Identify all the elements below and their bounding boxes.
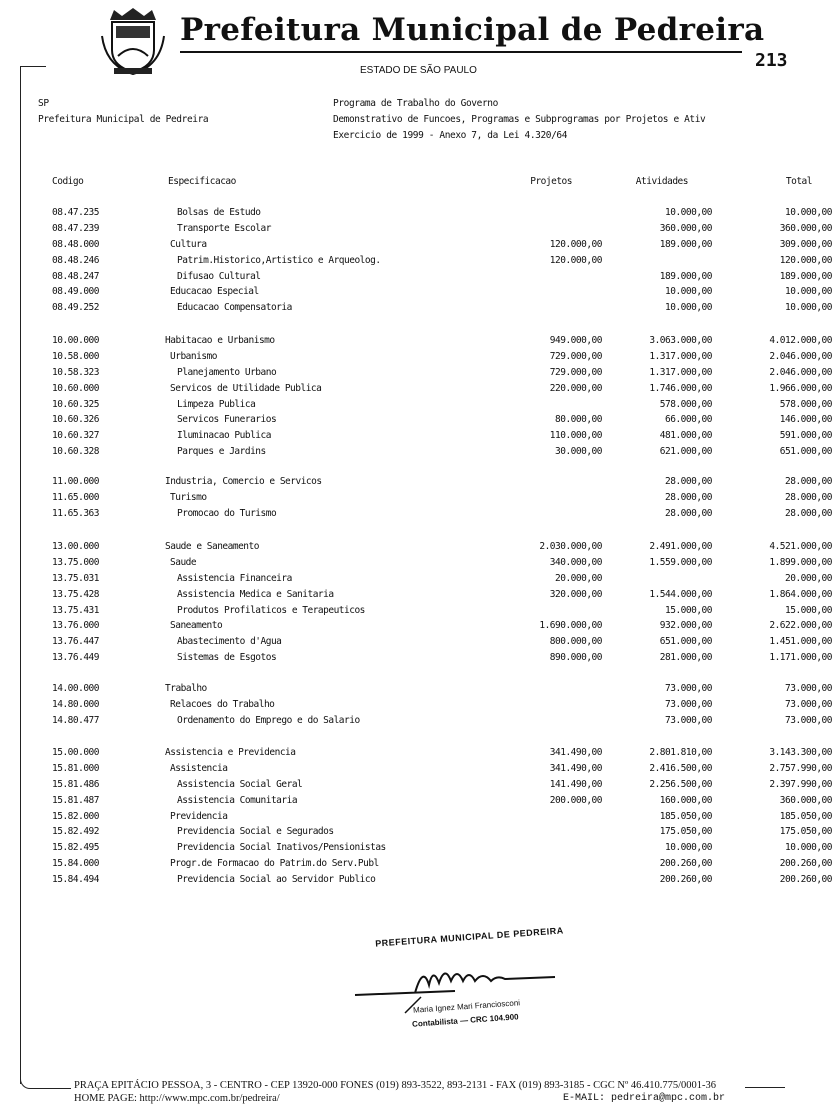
header-projetos: Projetos	[530, 176, 572, 187]
row-projetos: 890.000,00	[549, 652, 602, 664]
table-row	[0, 270, 832, 287]
row-spec: Difusao Cultural	[177, 270, 261, 282]
row-code: 13.76.447	[52, 636, 99, 648]
table-row	[0, 254, 832, 271]
row-atividades: 73.000,00	[665, 714, 712, 726]
row-spec: Bolsas de Estudo	[177, 207, 261, 218]
row-atividades: 185.050,00	[659, 810, 712, 822]
row-atividades: 360.000,00	[659, 222, 712, 234]
row-code: 08.49.252	[52, 302, 99, 314]
row-total: 3.143.300,00	[769, 747, 832, 758]
table-row	[0, 636, 832, 652]
row-atividades: 200.260,00	[659, 858, 712, 870]
row-total: 2.397.990,00	[769, 778, 832, 790]
row-spec: Habitacao e Urbanismo	[165, 335, 275, 346]
row-code: 15.82.000	[52, 810, 99, 822]
row-code: 10.60.328	[52, 446, 99, 458]
row-spec: Previdencia	[170, 810, 228, 822]
table-row	[0, 398, 832, 415]
row-total: 28.000,00	[785, 491, 832, 503]
row-total: 309.000,00	[779, 238, 832, 250]
row-spec: Servicos de Utilidade Publica	[170, 382, 322, 394]
header-atividades: Atividades	[635, 176, 688, 187]
row-spec: Previdencia Social Inativos/Pensionistas	[177, 842, 386, 854]
signature-stamp: PREFEITURA MUNICIPAL DE PEDREIRA	[374, 925, 564, 949]
table-row	[0, 491, 832, 508]
row-spec: Assistencia Comunitaria	[177, 794, 298, 806]
table-row	[0, 842, 832, 858]
row-total: 2.757.990,00	[769, 762, 832, 774]
state-abbr: SP	[38, 98, 49, 109]
row-atividades: 10.000,00	[665, 302, 712, 314]
row-atividades: 189.000,00	[659, 238, 712, 250]
row-atividades: 932.000,00	[659, 620, 712, 632]
row-atividades: 66.000,00	[665, 414, 712, 426]
row-atividades: 189.000,00	[659, 270, 712, 282]
row-code: 14.80.477	[52, 714, 99, 726]
row-spec: Previdencia Social ao Servidor Publico	[177, 874, 376, 886]
row-total: 591.000,00	[779, 430, 832, 442]
row-atividades: 2.416.500,00	[649, 762, 712, 774]
row-atividades: 200.260,00	[659, 874, 712, 886]
table-row	[0, 794, 832, 811]
row-projetos: 320.000,00	[549, 588, 602, 600]
row-atividades: 621.000,00	[659, 446, 712, 458]
row-code: 13.75.031	[52, 572, 99, 584]
row-code: 15.81.000	[52, 762, 99, 774]
table-row	[0, 446, 832, 462]
row-code: 15.82.492	[52, 826, 99, 838]
row-projetos: 949.000,00	[549, 335, 602, 346]
row-code: 08.48.246	[52, 254, 99, 266]
row-total: 10.000,00	[785, 286, 832, 298]
table-row	[0, 683, 832, 699]
row-group	[0, 683, 832, 731]
row-atividades: 175.050,00	[659, 826, 712, 838]
row-total: 578.000,00	[779, 398, 832, 410]
row-total: 1.171.000,00	[769, 652, 832, 664]
row-atividades: 1.746.000,00	[649, 382, 712, 394]
row-total: 73.000,00	[785, 714, 832, 726]
table-row	[0, 714, 832, 731]
row-spec: Assistencia	[170, 762, 228, 774]
row-code: 14.00.000	[52, 683, 99, 694]
row-atividades: 481.000,00	[659, 430, 712, 442]
row-atividades: 160.000,00	[659, 794, 712, 806]
table-row	[0, 556, 832, 573]
row-projetos: 220.000,00	[549, 382, 602, 394]
table-row	[0, 207, 832, 223]
coat-of-arms-logo	[100, 6, 166, 76]
row-spec: Relacoes do Trabalho	[170, 698, 275, 710]
row-total: 20.000,00	[785, 572, 832, 584]
row-atividades: 28.000,00	[665, 476, 712, 487]
row-group	[0, 541, 832, 668]
row-spec: Cultura	[170, 238, 207, 250]
row-projetos: 20.000,00	[555, 572, 602, 584]
row-total: 4.521.000,00	[769, 541, 832, 552]
row-atividades: 1.317.000,00	[649, 366, 712, 378]
row-atividades: 578.000,00	[659, 398, 712, 410]
row-spec: Patrim.Historico,Artistico e Arqueolog.	[177, 254, 381, 266]
row-projetos: 340.000,00	[549, 556, 602, 568]
row-total: 28.000,00	[785, 507, 832, 519]
row-code: 13.75.000	[52, 556, 99, 568]
row-code: 15.84.494	[52, 874, 99, 886]
row-projetos: 30.000,00	[555, 446, 602, 458]
row-spec: Saneamento	[170, 620, 223, 632]
row-spec: Promocao do Turismo	[177, 507, 277, 519]
row-spec: Transporte Escolar	[177, 222, 271, 234]
row-atividades: 73.000,00	[665, 683, 712, 694]
row-total: 200.260,00	[779, 858, 832, 870]
row-total: 200.260,00	[779, 874, 832, 886]
footer-email[interactable]: E-MAIL: pedreira@mpc.com.br	[563, 1093, 726, 1104]
row-spec: Limpeza Publica	[177, 398, 256, 410]
table-row	[0, 286, 832, 302]
table-row	[0, 588, 832, 605]
row-total: 4.012.000,00	[769, 335, 832, 346]
row-atividades: 651.000,00	[659, 636, 712, 648]
row-spec: Assistencia Medica e Sanitaria	[177, 588, 334, 600]
row-code: 10.60.326	[52, 414, 99, 426]
row-total: 120.000,00	[779, 254, 832, 266]
table-row	[0, 858, 832, 874]
header-spec: Especificacao	[168, 176, 236, 187]
row-atividades: 2.801.810,00	[649, 747, 712, 758]
report-title: Programa de Trabalho do Governo	[333, 98, 498, 109]
row-spec: Sistemas de Esgotos	[177, 652, 277, 664]
row-atividades: 73.000,00	[665, 698, 712, 710]
footer-address: PRAÇA EPITÁCIO PESSOA, 3 - CENTRO - CEP 13920-000 FONES (019) 893-3522, 893-2131 - FAX (019) 893-3185 - CGC Nº 46.410.775/0001-36	[74, 1080, 717, 1091]
row-atividades: 2.256.500,00	[649, 778, 712, 790]
row-total: 360.000,00	[779, 794, 832, 806]
row-code: 08.48.247	[52, 270, 99, 282]
row-spec: Previdencia Social e Segurados	[177, 826, 334, 838]
row-group	[0, 335, 832, 462]
row-total: 73.000,00	[785, 683, 832, 694]
row-total: 1.966.000,00	[769, 382, 832, 394]
row-total: 360.000,00	[779, 222, 832, 234]
row-spec: Assistencia Social Geral	[177, 778, 303, 790]
row-atividades: 2.491.000,00	[649, 541, 712, 552]
row-total: 1.864.000,00	[769, 588, 832, 600]
row-atividades: 28.000,00	[665, 491, 712, 503]
row-projetos: 1.690.000,00	[539, 620, 602, 632]
table-row	[0, 222, 832, 239]
report-exercise: Exercicio de 1999 - Anexo 7, da Lei 4.320/64	[333, 130, 568, 141]
table-row	[0, 778, 832, 795]
row-spec: Assistencia Financeira	[177, 572, 292, 584]
row-code: 11.65.000	[52, 491, 99, 503]
row-atividades: 1.559.000,00	[649, 556, 712, 568]
row-atividades: 10.000,00	[665, 286, 712, 298]
row-projetos: 200.000,00	[549, 794, 602, 806]
row-group	[0, 207, 832, 318]
letterhead-state: ESTADO DE SÃO PAULO	[360, 65, 477, 76]
row-total: 1.451.000,00	[769, 636, 832, 648]
row-total: 651.000,00	[779, 446, 832, 458]
signer-name: Maria Ignez Mari Franciosconi	[412, 998, 521, 1015]
row-total: 2.046.000,00	[769, 350, 832, 362]
row-projetos: 120.000,00	[549, 238, 602, 250]
row-total: 10.000,00	[785, 842, 832, 854]
table-row	[0, 430, 832, 446]
row-spec: Industria, Comercio e Servicos	[165, 476, 322, 487]
row-code: 08.47.235	[52, 207, 99, 218]
row-code: 10.60.325	[52, 398, 99, 410]
row-spec: Educacao Compensatoria	[177, 302, 292, 314]
row-code: 13.76.449	[52, 652, 99, 664]
row-code: 11.65.363	[52, 507, 99, 519]
row-code: 10.58.323	[52, 366, 99, 378]
table-row	[0, 747, 832, 763]
table-row	[0, 572, 832, 589]
row-code: 10.00.000	[52, 335, 99, 346]
row-projetos: 110.000,00	[549, 430, 602, 442]
row-atividades: 10.000,00	[665, 207, 712, 218]
table-row	[0, 414, 832, 430]
entity-name: Prefeitura Municipal de Pedreira	[38, 114, 209, 125]
row-code: 13.75.431	[52, 604, 99, 616]
row-spec: Turismo	[170, 491, 207, 503]
table-row	[0, 652, 832, 668]
row-code: 15.00.000	[52, 747, 99, 758]
row-spec: Trabalho	[165, 683, 207, 694]
row-code: 08.47.239	[52, 222, 99, 234]
row-spec: Abastecimento d'Agua	[177, 636, 282, 648]
table-row	[0, 604, 832, 621]
row-spec: Servicos Funerarios	[177, 414, 277, 426]
row-atividades: 3.063.000,00	[649, 335, 712, 346]
table-row	[0, 335, 832, 351]
table-row	[0, 620, 832, 636]
row-atividades: 15.000,00	[665, 604, 712, 616]
row-total: 15.000,00	[785, 604, 832, 616]
row-total: 189.000,00	[779, 270, 832, 282]
margin-rule-curve	[20, 1074, 71, 1089]
row-total: 185.050,00	[779, 810, 832, 822]
row-code: 14.80.000	[52, 698, 99, 710]
table-row	[0, 507, 832, 524]
row-total: 28.000,00	[785, 476, 832, 487]
table-header	[0, 176, 812, 190]
row-spec: Produtos Profilaticos e Terapeuticos	[177, 604, 365, 616]
row-group	[0, 476, 832, 524]
row-code: 08.49.000	[52, 286, 99, 298]
row-spec: Ordenamento do Emprego e do Salario	[177, 714, 360, 726]
row-group	[0, 747, 832, 890]
table-row	[0, 762, 832, 779]
margin-rule-top	[20, 66, 46, 67]
row-spec: Saude e Saneamento	[165, 541, 259, 552]
row-total: 2.622.000,00	[769, 620, 832, 632]
row-atividades: 1.317.000,00	[649, 350, 712, 362]
table-row	[0, 238, 832, 255]
row-spec: Planejamento Urbano	[177, 366, 277, 378]
row-projetos: 729.000,00	[549, 366, 602, 378]
row-projetos: 120.000,00	[549, 254, 602, 266]
row-code: 10.58.000	[52, 350, 99, 362]
row-code: 08.48.000	[52, 238, 99, 250]
table-row	[0, 810, 832, 827]
row-atividades: 28.000,00	[665, 507, 712, 519]
row-projetos: 341.490,00	[549, 762, 602, 774]
title-rule	[180, 51, 742, 53]
row-code: 13.75.428	[52, 588, 99, 600]
row-projetos: 341.490,00	[549, 747, 602, 758]
table-row	[0, 698, 832, 715]
row-spec: Iluminacao Publica	[177, 430, 271, 442]
letterhead-title: Prefeitura Municipal de Pedreira	[180, 12, 765, 48]
row-code: 10.60.327	[52, 430, 99, 442]
row-projetos: 141.490,00	[549, 778, 602, 790]
footer-rule	[745, 1087, 785, 1088]
row-total: 146.000,00	[779, 414, 832, 426]
signer-role: Contabilista — CRC 104.900	[411, 1012, 519, 1029]
table-row	[0, 874, 832, 890]
table-row	[0, 382, 832, 399]
table-row	[0, 350, 832, 367]
table-row	[0, 541, 832, 557]
row-projetos: 2.030.000,00	[539, 541, 602, 552]
row-code: 15.81.487	[52, 794, 99, 806]
report-subtitle: Demonstrativo de Funcoes, Programas e Subprogramas por Projetos e Ativ	[333, 114, 706, 125]
row-atividades: 10.000,00	[665, 842, 712, 854]
page-number: 213	[755, 50, 788, 71]
row-spec: Saude	[170, 556, 197, 568]
row-total: 2.046.000,00	[769, 366, 832, 378]
row-code: 15.84.000	[52, 858, 99, 870]
row-spec: Educacao Especial	[170, 286, 259, 298]
header-code: Codigo	[52, 176, 84, 187]
row-projetos: 800.000,00	[549, 636, 602, 648]
row-code: 10.60.000	[52, 382, 99, 394]
table-row	[0, 476, 832, 492]
row-spec: Parques e Jardins	[177, 446, 266, 458]
table-row	[0, 302, 832, 318]
row-projetos: 729.000,00	[549, 350, 602, 362]
row-atividades: 281.000,00	[659, 652, 712, 664]
row-total: 1.899.000,00	[769, 556, 832, 568]
row-code: 11.00.000	[52, 476, 99, 487]
row-spec: Urbanismo	[170, 350, 217, 362]
row-total: 10.000,00	[785, 207, 832, 218]
header-total: Total	[785, 176, 812, 187]
footer-homepage[interactable]: HOME PAGE: http://www.mpc.com.br/pedreira/	[74, 1093, 280, 1104]
row-code: 13.00.000	[52, 541, 99, 552]
row-code: 13.76.000	[52, 620, 99, 632]
row-spec: Progr.de Formacao do Patrim.do Serv.Publ	[170, 858, 379, 870]
row-total: 10.000,00	[785, 302, 832, 314]
row-total: 175.050,00	[779, 826, 832, 838]
row-total: 73.000,00	[785, 698, 832, 710]
row-atividades: 1.544.000,00	[649, 588, 712, 600]
table-row	[0, 826, 832, 842]
row-code: 15.81.486	[52, 778, 99, 790]
table-row	[0, 366, 832, 383]
row-code: 15.82.495	[52, 842, 99, 854]
row-spec: Assistencia e Previdencia	[165, 747, 296, 758]
row-projetos: 80.000,00	[555, 414, 602, 426]
